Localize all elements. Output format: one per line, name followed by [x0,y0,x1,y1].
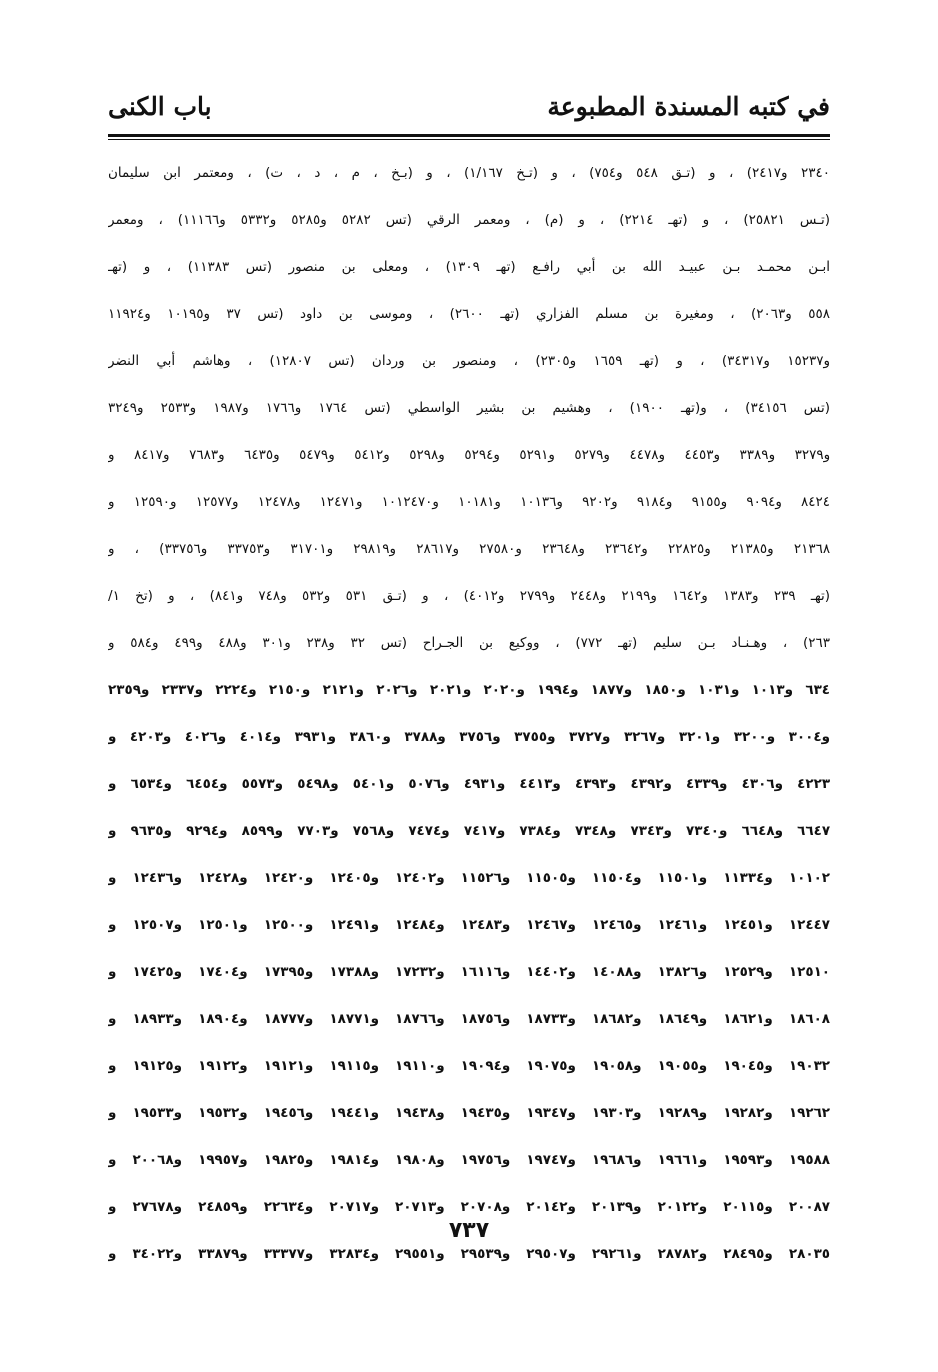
text-line-6: (تس ٣٤١٥٦) ، و(تهـ ١٩٠٠) ، وهشيم بن بشير الواسطي (تس ١٧٦٤ و١٧٦٦ و١٩٨٧ و٢٥٣٣ و٣٢٤٩ [108,400,830,416]
text-line-7: و٣٢٧٩ و٣٣٨٩ و٤٤٥٣ و٤٤٧٨ و٥٢٧٩ و٥٢٩١ و٥٢٩٤ و٥٢٩٨ و٥٤١٢ و٥٤٧٩ و٦٤٣٥ و٧٦٨٣ و٨٤١٧ و [108,447,830,463]
text-line-8: ٨٤٢٤ و٩٠٩٤ و٩١٥٥ و٩١٨٤ و٩٢٠٢ و١٠١٣٦ و١٠١٨١ و١٠١٢٤٧٠ و١٢٤٧١ و١٢٤٧٨ و١٢٥٧٧ و١٢٥٩٠ و [108,494,830,510]
text-line-13: و٣٠٠٤ و٣٢٠٠ و٣٢٠١ و٣٢٦٧ و٣٧٢٧ و٣٧٥٥ و٣٧٥٦ و٣٧٨٨ و٣٨٦٠ و٣٩٣١ و٤٠١٤ و٤٠٢٦ و٤٢٠٣ و [108,729,830,745]
text-line-21: ١٩٢٦٢ و١٩٢٨٢ و١٩٢٨٩ و١٩٣٠٣ و١٩٣٤٧ و١٩٤٣٥ و١٩٤٣٨ و١٩٤٤١ و١٩٤٥٦ و١٩٥٣٢ و١٩٥٣٣ و [108,1105,830,1121]
page-number: ٧٣٧ [448,1218,490,1243]
body-text [108,150,830,1278]
text-line-5: و١٥٢٣٧ و٣٤٣١٧) ، و (تهـ ١٦٥٩ و٢٣٠٥) ، ومنصور بن وردان (تس ١٢٨٠٧) ، وهاشم أبي النضر [108,353,830,369]
text-line-3: ابـن محمـد بـن عبيـد الله بن أبي رافـع (تهـ ١٣٠٩) ، ومعلى بن منصور (تس ١١٣٨٣) ، و (تهـ [108,259,830,275]
text-line-11: ٢٦٣) ، وهـنـاد بـن سليم (تهـ ٧٧٢) ، ووكيع بن الجـراح (تس ٣٢ و٢٣٨ و٣٠١ و٤٨٨ و٤٩٩ و٥٨٤ و [108,635,830,651]
text-line-1: ٢٣٤٠ و٢٤١٧) ، و (تـق ٥٤٨ و٧٥٤) ، و (تـخ ١/١٦٧) ، و (بـخ ، م ، د ، ت) ، ومعتمر ابن سليمان [108,165,830,181]
text-line-12: ٦٣٤ و١٠١٣ و١٠٣١ و١٨٥٠ و١٨٧٧ و١٩٩٤ و٢٠٢٠ و٢٠٢١ و٢٠٢٦ و٢١٢١ و٢١٥٠ و٢٢٢٤ و٢٣٣٧ و٢٣٥٩ [108,682,830,698]
header-rule-thin [108,139,830,140]
page-header [108,92,830,136]
text-line-10: (تهـ ٢٣٩ و١٣٨٣ و١٦٤٢ و٢١٩٩ و٢٤٤٨ و٢٧٩٩ و٤٠١٢) ، و (تـق ٥٣١ و٥٣٢ و٧٤٨ و٨٤١) ، و (تخ ١/ [108,588,830,604]
text-line-16: ١٠١٠٢ و١١٣٣٤ و١١٥٠١ و١١٥٠٤ و١١٥٠٥ و١١٥٢٦ و١٢٤٠٢ و١٢٤٠٥ و١٢٤٢٠ و١٢٤٢٨ و١٢٤٣٦ و [108,870,830,886]
running-title-left: باب الكنى [108,92,212,121]
text-line-2: (تـس ٢٥٨٢١) ، و (تهـ ٢٢١٤) ، و (م) ، ومعمر الرقي (تس ٥٢٨٢ و٥٢٨٥ و٥٣٣٢ و١١١٦٦) ، ومعمر [108,212,830,228]
text-line-4: ٥٥٨ و٢٠٦٣) ، ومغيرة بن مسلم الفزاري (تهـ ٢٦٠٠) ، وموسى بن داود (تس ٣٧ و١٠١٩٥ و١١٩٢٤ [108,306,830,322]
header-rule-thick [108,134,830,137]
text-line-23: ٢٠٠٨٧ و٢٠١١٥ و٢٠١٢٢ و٢٠١٣٩ و٢٠١٤٢ و٢٠٧٠٨ و٢٠٧١٣ و٢٠٧١٧ و٢٢٦٣٤ و٢٤٨٥٩ و٢٧٦٧٨ و [108,1199,830,1215]
text-line-15: ٦٦٤٧ و٦٦٤٨ و٧٣٤٠ و٧٣٤٣ و٧٣٤٨ و٧٣٨٤ و٧٤١٧ و٧٤٧٤ و٧٥٦٨ و٧٧٠٣ و٨٥٩٩ و٩٢٩٤ و٩٦٣٥ و [108,823,830,839]
text-line-17: ١٢٤٤٧ و١٢٤٥١ و١٢٤٦١ و١٢٤٦٥ و١٢٤٦٧ و١٢٤٨٣ و١٢٤٨٤ و١٢٤٩١ و١٢٥٠٠ و١٢٥٠١ و١٢٥٠٧ و [108,917,830,933]
running-title-right: في كتبه المسندة المطبوعة [547,92,830,121]
text-line-20: ١٩٠٣٢ و١٩٠٤٥ و١٩٠٥٥ و١٩٠٥٨ و١٩٠٧٥ و١٩٠٩٤ و١٩١١٠ و١٩١١٥ و١٩١٢١ و١٩١٢٢ و١٩١٢٥ و [108,1058,830,1074]
text-line-24: ٢٨٠٣٥ و٢٨٤٩٥ و٢٨٧٨٢ و٢٩٢٦١ و٢٩٥٠٧ و٢٩٥٣٩ و٢٩٥٥١ و٣٢٨٣٤ و٣٣٣٧٧ و٣٣٨٧٩ و٣٤٠٢٢ و [108,1246,830,1262]
text-line-14: ٤٢٢٣ و٤٣٠٦ و٤٣٣٩ و٤٣٩٢ و٤٣٩٣ و٤٤١٣ و٤٩٣١ و٥٠٧٦ و٥٤٠١ و٥٤٩٨ و٥٥٧٣ و٦٤٥٤ و٦٥٣٤ و [108,776,830,792]
text-line-19: ١٨٦٠٨ و١٨٦٢١ و١٨٦٤٩ و١٨٦٨٢ و١٨٧٣٣ و١٨٧٥٦ و١٨٧٦٦ و١٨٧٧١ و١٨٧٧٧ و١٨٩٠٤ و١٨٩٣٣ و [108,1011,830,1027]
text-line-22: ١٩٥٨٨ و١٩٥٩٣ و١٩٦٦١ و١٩٦٨٦ و١٩٧٤٧ و١٩٧٥٦ و١٩٨٠٨ و١٩٨١٤ و١٩٨٢٥ و١٩٩٥٧ و٢٠٠٦٨ و [108,1152,830,1168]
text-line-18: ١٢٥١٠ و١٢٥٢٩ و١٣٨٢٦ و١٤٠٨٨ و١٤٤٠٢ و١٦١١٦ و١٧٢٣٢ و١٧٣٨٨ و١٧٣٩٥ و١٧٤٠٤ و١٧٤٢٥ و [108,964,830,980]
text-line-9: ٢١٣٦٨ و٢١٣٨٥ و٢٢٨٢٥ و٢٣٦٤٢ و٢٣٦٤٨ و٢٧٥٨٠ و٢٨٦١٧ و٢٩٨١٩ و٣١٧٠١ و٣٣٧٥٣ و٣٣٧٥٦) ، و [108,541,830,557]
